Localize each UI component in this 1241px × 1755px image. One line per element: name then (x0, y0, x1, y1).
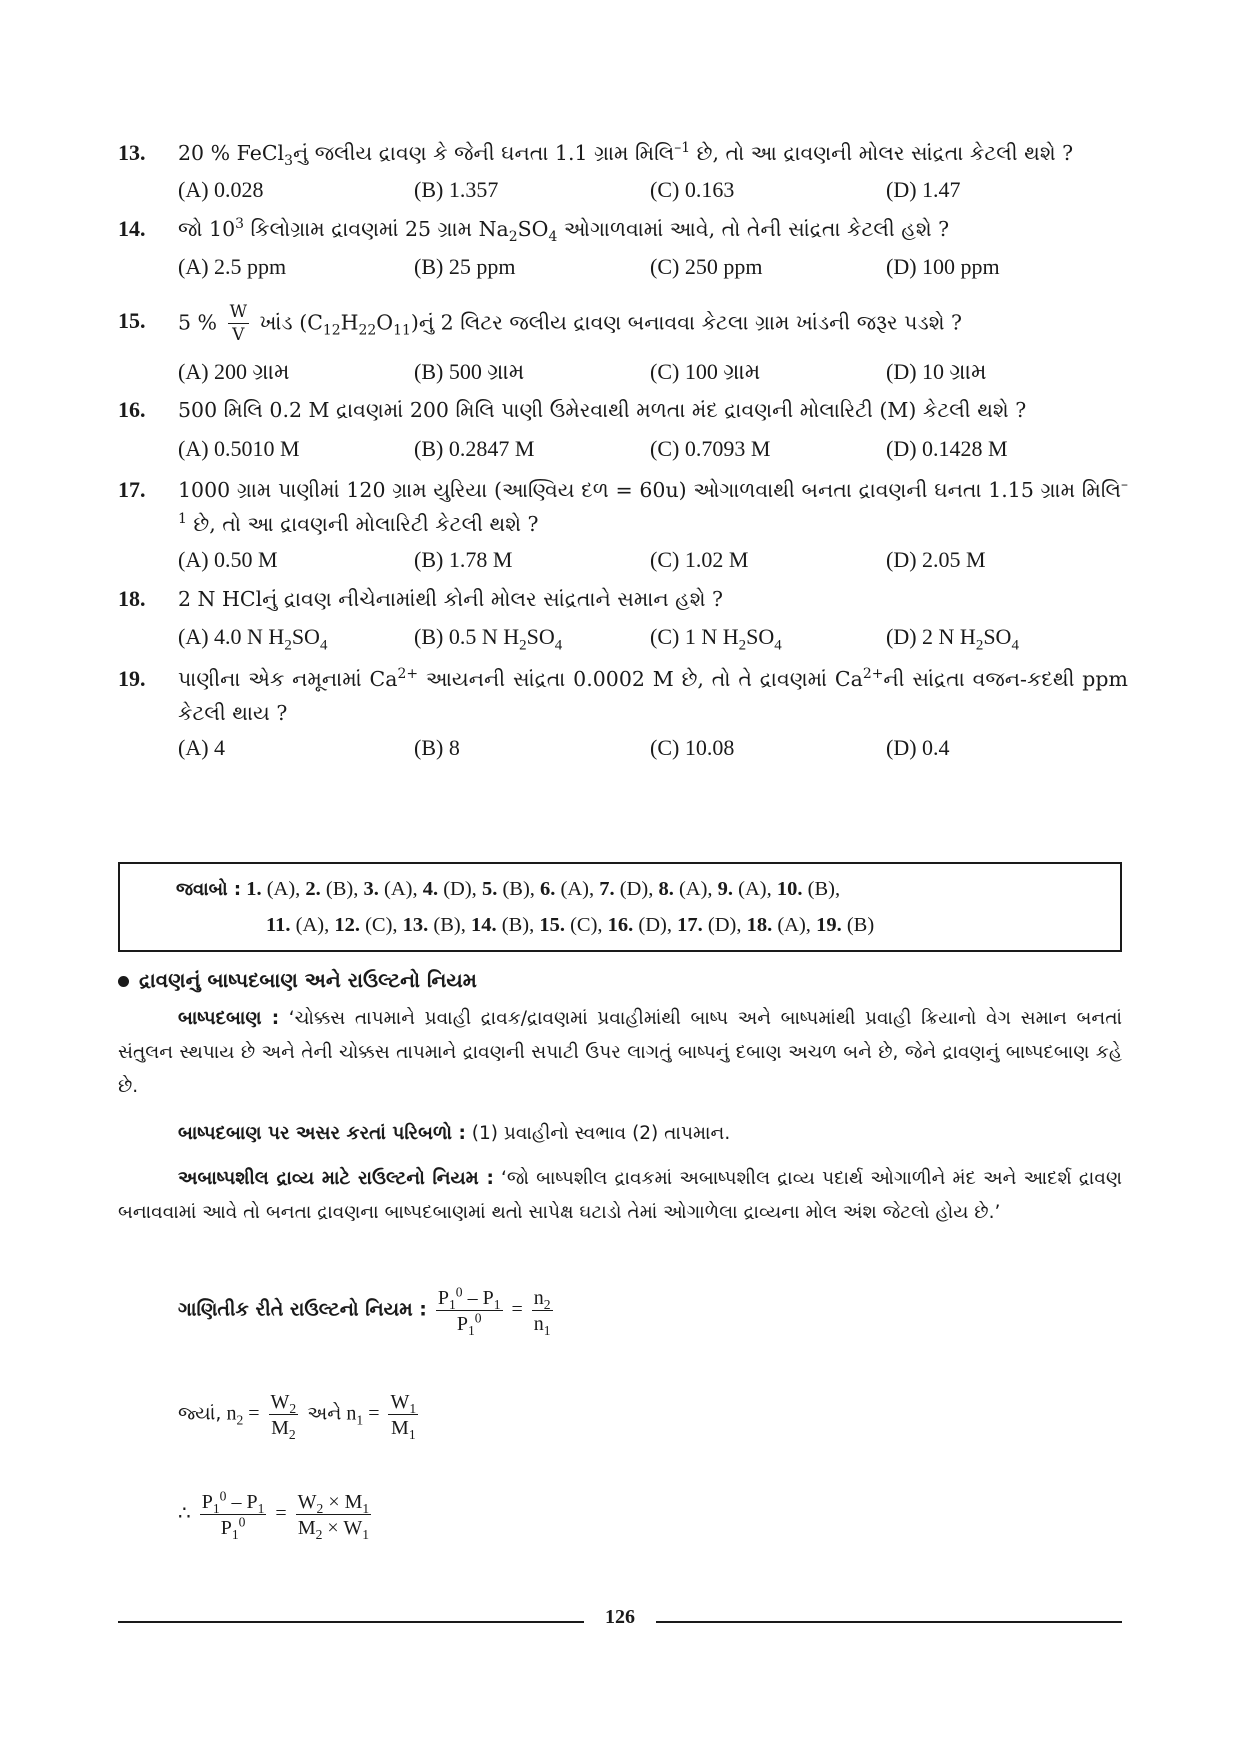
footer-rule-right (656, 1621, 1122, 1623)
bullet-icon (118, 976, 129, 987)
option-b: (B) 8 (414, 735, 460, 760)
answer-key-items (266, 914, 874, 936)
question-text: પાણીના એક નમૂનામાં $Ca^{2+}$ આયનની સાંદ્રતા 0.0002 M છે, તો તે દ્રાવણમાં $Ca^{2+}ની$ સાંદ્રતા વજન-કદથી ppm કેટલી થાય ? (178, 666, 1128, 725)
option-a: (A) 4.0 N $H_2SO_4$ (178, 624, 328, 654)
section-heading (118, 968, 477, 992)
answer-choice: (B), (320, 878, 364, 900)
option-b: (B) 1.78 M (414, 547, 513, 572)
answer-number: 9. (717, 878, 734, 900)
option-d: (D) 0.1428 M (886, 436, 1008, 461)
option-c: (C) 1.02 M (650, 547, 749, 572)
mole-fraction: $\frac{n_2}{n_1}$ (533, 1287, 551, 1338)
answer-number: 6. (540, 878, 556, 900)
answer-choice: (A), (772, 914, 817, 936)
raoult-law-statement (118, 1162, 1122, 1230)
option-b: (B) 0.5 N $H_2SO_4$ (414, 624, 563, 654)
question-number: 13. (118, 140, 146, 165)
question-13 (118, 136, 1128, 170)
answer-choice: (D), (702, 914, 747, 936)
option-a: (A) 2.5 ppm (178, 254, 287, 279)
formula-label: ગાણિતીક રીતે રાઉલ્ટનો નિયમ : (178, 1298, 427, 1321)
option-b: (B) 25 ppm (414, 254, 516, 279)
answer-choice: (A), (378, 878, 423, 900)
question-text: 20 % FeCl$_3$નું જલીય દ્રાવણ કે જેની ઘનતા 1.1 ગ્રામ મિલિ$^{-1}$ છે, તો આ દ્રાવણની મોલર સાંદ્રતા કેટલી થશે ? (178, 140, 1074, 170)
question-13-options (178, 173, 1128, 207)
answer-number: 5. (481, 878, 498, 900)
answer-number: 10. (776, 878, 803, 900)
answer-key-line-2 (266, 910, 874, 940)
answer-choice: (D), (614, 878, 659, 900)
answer-choice: (B), (497, 878, 541, 900)
vapour-pressure-factors (118, 1117, 1122, 1151)
question-18-options (178, 620, 1128, 654)
n2-fraction: $\frac{W_2}{M_2}$ (270, 1391, 297, 1442)
answer-number: 12. (334, 914, 360, 936)
option-a: (A) 0.5010 M (178, 436, 300, 461)
answer-number: 1. (246, 878, 262, 900)
question-19-options (178, 731, 1128, 765)
section-title-text: દ્રાવણનું બાષ્પદબાણ અને રાઉલ્ટનો નિયમ (139, 968, 477, 992)
moles-definitions: જ્યાં, $n_2$ = $\frac{W_2}{M_2}$ અને $n_1$ = $\frac{W_1}{M_1}$ (178, 1391, 417, 1442)
option-c: (C) 100 ગ્રામ (650, 359, 761, 384)
option-b: (B) 0.2847 M (414, 436, 535, 461)
answer-choice: (D), (438, 878, 482, 900)
option-c: (C) 1 N $H_2SO_4$ (650, 624, 782, 654)
answer-choice: (B), (496, 914, 540, 936)
answer-number: 15. (539, 914, 565, 936)
question-number: 17. (118, 477, 146, 502)
answer-number: 8. (658, 878, 674, 900)
answer-choice: (A), (261, 878, 306, 900)
answer-choice: (C), (564, 914, 608, 936)
question-number: 19. (118, 666, 146, 691)
vapour-pressure-definition (118, 1002, 1122, 1104)
option-d: (D) 100 ppm (886, 254, 1000, 279)
answer-choice: (A), (673, 878, 718, 900)
option-d: (D) 10 ગ્રામ (886, 359, 987, 384)
option-d: (D) 2 N $H_2SO_4$ (886, 624, 1019, 654)
question-16 (118, 393, 1128, 427)
answer-number: 16. (607, 914, 634, 936)
question-number: 14. (118, 216, 146, 241)
answer-number: 18. (746, 914, 773, 936)
answer-number: 3. (363, 878, 379, 900)
vapour-pressure-text: ‘ચોક્કસ તાપમાને પ્રવાહી દ્રાવક/દ્રાવણમાં પ્રવાહીમાંથી બાષ્પ અને બાષ્પમાંથી પ્રવાહી ક્રિયાનો વેગ સમાન બનતાં સંતુલન સ્થપાય છે અને તેની ચોક્કસ તાપમાને દ્રાવણની સપાટી ઉપર લાગતું બાષ્પનું દબાણ અચળ બને છે, જેને દ્રાવણનું બાષ્પદબાણ કહે છે. (118, 1008, 1122, 1097)
answer-choice: (B), (428, 914, 471, 936)
question-number: 18. (118, 586, 146, 611)
relative-lowering-fraction: $\frac{P_1^0 - P_1}{P_1^0}$ (201, 1488, 265, 1542)
raoult-law-formula: ગાણિતીક રીતે રાઉલ્ટનો નિયમ : $\frac{P_1^0 - P_1}{P_1^0}$ = $\frac{n_2}{n_1}$ (178, 1284, 551, 1338)
question-17-options (178, 543, 1128, 577)
question-number: 16. (118, 397, 146, 422)
answer-choice: (A), (555, 878, 600, 900)
answer-number: 17. (677, 914, 703, 936)
question-number: 15. (118, 308, 146, 333)
answer-key-box (118, 862, 1122, 952)
page-number: 126 (605, 1606, 635, 1628)
question-18 (118, 582, 1128, 616)
footer-rule-left (118, 1621, 584, 1623)
answer-choice: (B) (841, 914, 875, 936)
question-text: 5 % $\frac{W}{V}$ ખાંડ $(C_{12}H_{22}O_{11})નું$ 2 લિટર જલીય દ્રાવણ બનાવવા કેટલા ગ્રામ ખાંડની જરૂર પડશે ? (178, 302, 963, 345)
question-text: 500 મિલિ 0.2 M દ્રાવણમાં 200 મિલિ પાણી ઉમેરવાથી મળતા મંદ દ્રાવણની મોલારિટી (M) કેટલી થશે ? (178, 398, 1027, 422)
vapour-pressure-lead: બાષ્પદબાણ : (178, 1008, 280, 1029)
question-15 (118, 304, 1128, 344)
derived-formula: ∴ $\frac{P_1^0 - P_1}{P_1^0}$ = $\frac{W_2 \times M_1}{M_2 \times W_1}$ (178, 1488, 370, 1542)
mass-ratio-fraction: $\frac{W_2 \times M_1}{M_2 \times W_1}$ (297, 1491, 370, 1542)
answer-number: 2. (305, 878, 321, 900)
n1-fraction: $\frac{W_1}{M_1}$ (390, 1391, 417, 1442)
option-b: (B) 500 ગ્રામ (414, 359, 525, 384)
question-14 (118, 212, 1128, 246)
and-label: અને (307, 1402, 342, 1425)
question-15-options (178, 355, 1128, 389)
answer-number: 13. (402, 914, 429, 936)
where-label: જ્યાં, (178, 1402, 222, 1425)
answer-number: 19. (816, 914, 842, 936)
question-17 (118, 473, 1128, 541)
option-c: (C) 0.7093 M (650, 436, 771, 461)
answer-choice: (A), (290, 914, 335, 936)
answer-choice: (D), (633, 914, 678, 936)
option-d: (D) 0.4 (886, 735, 950, 760)
option-a: (A) 4 (178, 735, 226, 760)
therefore-symbol: ∴ (178, 1502, 191, 1525)
raoult-law-text: ‘જો બાષ્પશીલ દ્રાવકમાં અબાષ્પશીલ દ્રાવ્ય પદાર્થ ઓગાળીને મંદ અને આદર્શ દ્રાવણ બનાવવામાં આવે તો બનતા દ્રાવણના બાષ્પદબાણમાં થતો સાપેક્ષ ઘટાડો તેમાં ઓગાળેલા દ્રાવ્યના મોલ અંશ જેટલો હોય છે.’ (118, 1168, 1122, 1223)
option-c: (C) 0.163 (650, 177, 735, 202)
question-text: 1000 ગ્રામ પાણીમાં 120 ગ્રામ યુરિયા (આણ્વિય દળ = 60u) ઓગાળવાથી બનતા દ્રાવણની ઘનતા 1.15 ગ્રામ મિલિ$^{-1}$ છે, તો આ દ્રાવણની મોલારિટી કેટલી થશે ? (178, 477, 1128, 536)
answer-choice: (B), (802, 878, 841, 900)
option-a: (A) 0.028 (178, 177, 264, 202)
relative-lowering-fraction: $\frac{P_1^0 - P_1}{P_1^0}$ (437, 1284, 501, 1338)
answer-number: 7. (599, 878, 615, 900)
answer-number: 11. (266, 914, 291, 936)
answer-key-label: જવાબો : (176, 879, 242, 900)
option-b: (B) 1.357 (414, 177, 499, 202)
option-c: (C) 10.08 (650, 735, 735, 760)
answer-number: 14. (471, 914, 497, 936)
question-16-options (178, 432, 1128, 466)
answer-choice: (C), (359, 914, 403, 936)
option-d: (D) 1.47 (886, 177, 961, 202)
answer-number: 4. (422, 878, 439, 900)
answer-key-items (246, 878, 840, 900)
question-19 (118, 662, 1128, 730)
option-a: (A) 0.50 M (178, 547, 278, 572)
question-text: 2 N HClનું દ્રાવણ નીચેનામાંથી કોની મોલર સાંદ્રતાને સમાન હશે ? (178, 587, 724, 611)
answer-choice: (A), (733, 878, 777, 900)
factors-lead: બાષ્પદબાણ પર અસર કરતાં પરિબળો : (178, 1123, 466, 1144)
question-text: જો $10^3$ કિલોગ્રામ દ્રાવણમાં 25 ગ્રામ $Na_2SO_4$ ઓગાળવામાં આવે, તો તેની સાંદ્રતા કેટલી હશે ? (178, 216, 950, 246)
option-d: (D) 2.05 M (886, 547, 986, 572)
answer-key-line-1 (176, 874, 840, 905)
question-14-options (178, 250, 1128, 284)
factors-text: (1) પ્રવાહીનો સ્વભાવ (2) તાપમાન. (471, 1123, 731, 1144)
option-a: (A) 200 ગ્રામ (178, 359, 290, 384)
raoult-law-lead: અબાષ્પશીલ દ્રાવ્ય માટે રાઉલ્ટનો નિયમ : (178, 1168, 494, 1189)
option-c: (C) 250 ppm (650, 254, 763, 279)
